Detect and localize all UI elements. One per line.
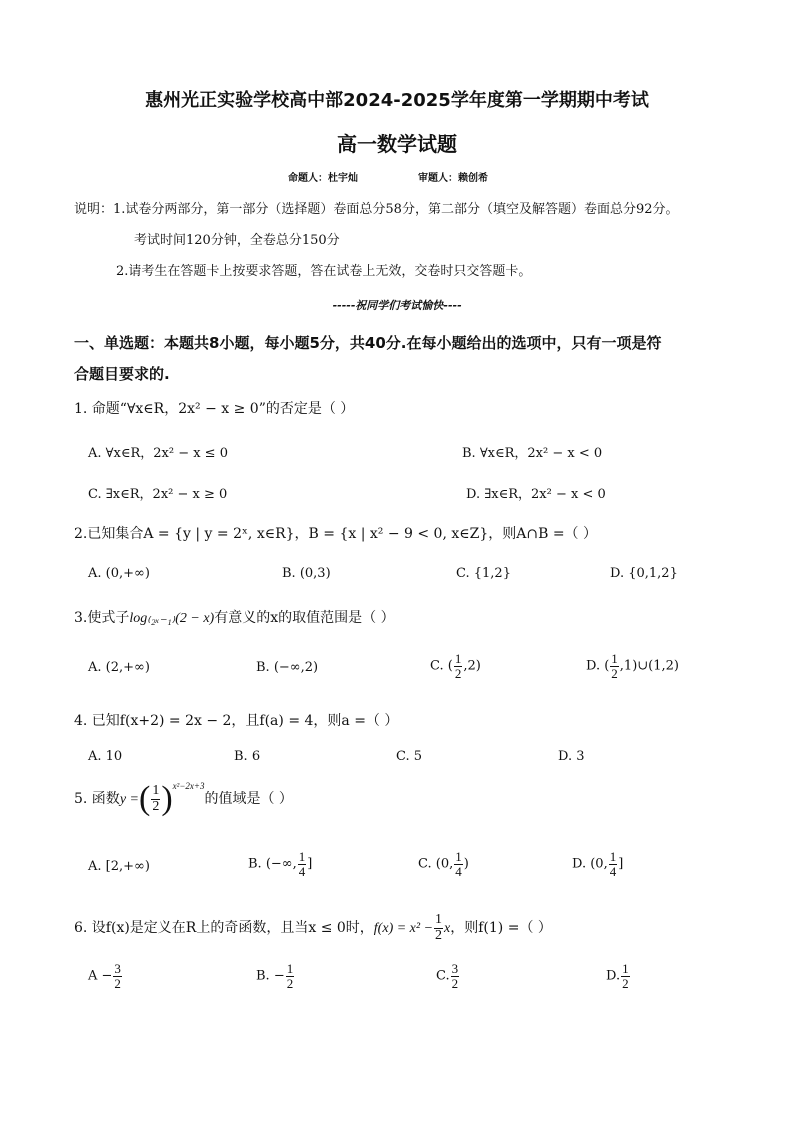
question-5-exponent: x²−2x+3 [172, 781, 205, 791]
question-3-option-a: A. (2,+∞) [88, 660, 150, 675]
option-b-prefix: B. − [256, 968, 285, 984]
option-c-prefix: C. [436, 968, 450, 984]
instruction-line-2: 考试时间120分钟，全卷总分150分 [134, 233, 340, 248]
section-heading-line-1: 一、单选题：本题共8小题，每小题5分，共40分.在每小题给出的选项中，只有一项是符 [74, 334, 662, 352]
option-a-prefix: A − [88, 968, 113, 984]
question-2-option-b: B. (0,3) [282, 566, 331, 581]
fraction-one-half: $\frac{1}{2}$ [286, 961, 294, 991]
fraction-three-halves: $\frac{3}{2}$ [451, 961, 459, 991]
option-b-suffix: ] [307, 856, 313, 872]
author-label: 命题人：杜宇灿 [288, 173, 358, 184]
question-6-variable: x [444, 921, 451, 937]
option-d-prefix: D. (0, [572, 856, 608, 872]
exam-subtitle: 高一数学试题 [337, 132, 457, 156]
question-3-log-expression: log₍₂ₓ₋₁₎(2 − x) [129, 611, 215, 626]
instruction-line-1: 说明：1.试卷分两部分，第一部分（选择题）卷面总分58分，第二部分（填空及解答题）卷面总分92分。 [74, 202, 679, 217]
question-1-option-a: A. ∀x∈R，2x² − x ≤ 0 [88, 446, 228, 461]
question-1-option-b: B. ∀x∈R，2x² − x < 0 [462, 446, 603, 461]
question-4-option-c: C. 5 [396, 749, 423, 764]
option-c-suffix: ,2) [463, 658, 481, 674]
fraction-one-half: $\frac{1}{2}$ [611, 651, 618, 681]
question-3-stem-suffix: 有意义的x的取值范围是（ ） [214, 610, 395, 626]
option-d-prefix: D. ( [586, 658, 610, 674]
question-3-stem [74, 607, 395, 627]
exam-title: 惠州光正实验学校高中部2024-2025学年度第一学期期中考试 [145, 90, 649, 111]
option-d-suffix: ,1)∪(1,2) [619, 658, 679, 674]
question-1-option-d: D. ∃x∈R，2x² − x < 0 [466, 487, 606, 502]
fraction-one-half: $\frac{1}{2}$ [435, 912, 443, 943]
question-6-stem-suffix: ，则f(1) =（ ） [450, 920, 552, 937]
fraction-one-half: $\frac{1}{2}$ [454, 651, 462, 681]
question-1-option-c: C. ∃x∈R，2x² − x ≥ 0 [88, 487, 228, 502]
question-5-stem-prefix: 5. 函数 [74, 791, 120, 807]
question-3-option-b: B. (−∞,2) [256, 660, 319, 675]
question-5-option-a: A. [2,+∞) [88, 859, 150, 874]
question-2-option-a: A. (0,+∞) [88, 566, 150, 581]
option-c-prefix: C. (0, [418, 856, 454, 872]
option-d-prefix: D. [606, 968, 621, 984]
question-1-stem: 1. 命题“∀x∈R，2x² − x ≥ 0”的否定是（ ） [74, 401, 355, 417]
question-5-option-b [248, 850, 312, 878]
question-4-option-d: D. 3 [558, 749, 585, 764]
question-2-stem: 2.已知集合A = {y | y = 2ˣ, x∈R}，B = {x | x² − 9 < 0, x∈Z}，则A∩B =（ ） [74, 526, 597, 542]
question-6-option-b [256, 962, 295, 990]
fraction-one-quarter: $\frac{1}{4}$ [609, 849, 617, 879]
question-5-option-d [572, 850, 623, 878]
question-3-option-d [586, 652, 679, 680]
question-5-stem-suffix: 的值域是（ ） [204, 791, 293, 807]
question-6-function: f(x) = x² − [373, 921, 434, 937]
fraction-three-halves: $\frac{3}{2}$ [114, 961, 121, 991]
question-6-option-d [606, 962, 631, 990]
question-3-stem-prefix: 3.使式子 [74, 610, 130, 626]
left-paren-icon: ( [138, 780, 151, 817]
question-4-stem: 4. 已知f(x+2) = 2x − 2，且f(a) = 4，则a =（ ） [74, 713, 399, 729]
question-5-function: y = [119, 792, 139, 807]
fraction-one-quarter: $\frac{1}{4}$ [298, 849, 306, 879]
reviewer-label: 审题人：赖创希 [418, 173, 488, 184]
question-4-option-b: B. 6 [234, 749, 261, 764]
question-2-option-c: C. {1,2} [456, 566, 511, 581]
option-c-prefix: C. ( [430, 658, 453, 674]
question-6-stem [74, 913, 552, 943]
fraction-one-half: $\frac{1}{2}$ [622, 961, 629, 991]
option-d-suffix: ] [618, 856, 624, 872]
option-b-prefix: B. (−∞, [248, 856, 297, 872]
fraction-one-half: $\frac{1}{2}$ [152, 782, 160, 814]
instruction-line-3: 2.请考生在答题卡上按要求答题，答在试卷上无效，交卷时只交答题卡。 [116, 264, 532, 279]
question-6-stem-prefix: 6. 设f(x)是定义在R上的奇函数，且当x ≤ 0时， [74, 920, 374, 937]
question-6-option-c [436, 962, 460, 990]
option-c-suffix: ) [463, 856, 469, 872]
question-2-option-d: D. {0,1,2} [610, 566, 678, 581]
question-3-option-c [430, 652, 481, 680]
section-heading-line-2: 合题目要求的. [74, 365, 170, 383]
slogan: -----祝同学们考试愉快---- [332, 299, 462, 312]
question-6-option-a [88, 962, 123, 990]
right-paren-icon: ) [161, 780, 173, 817]
question-5-stem [74, 780, 293, 818]
fraction-one-quarter: $\frac{1}{4}$ [455, 849, 462, 879]
question-5-option-c [418, 850, 469, 878]
question-4-option-a: A. 10 [88, 749, 123, 764]
